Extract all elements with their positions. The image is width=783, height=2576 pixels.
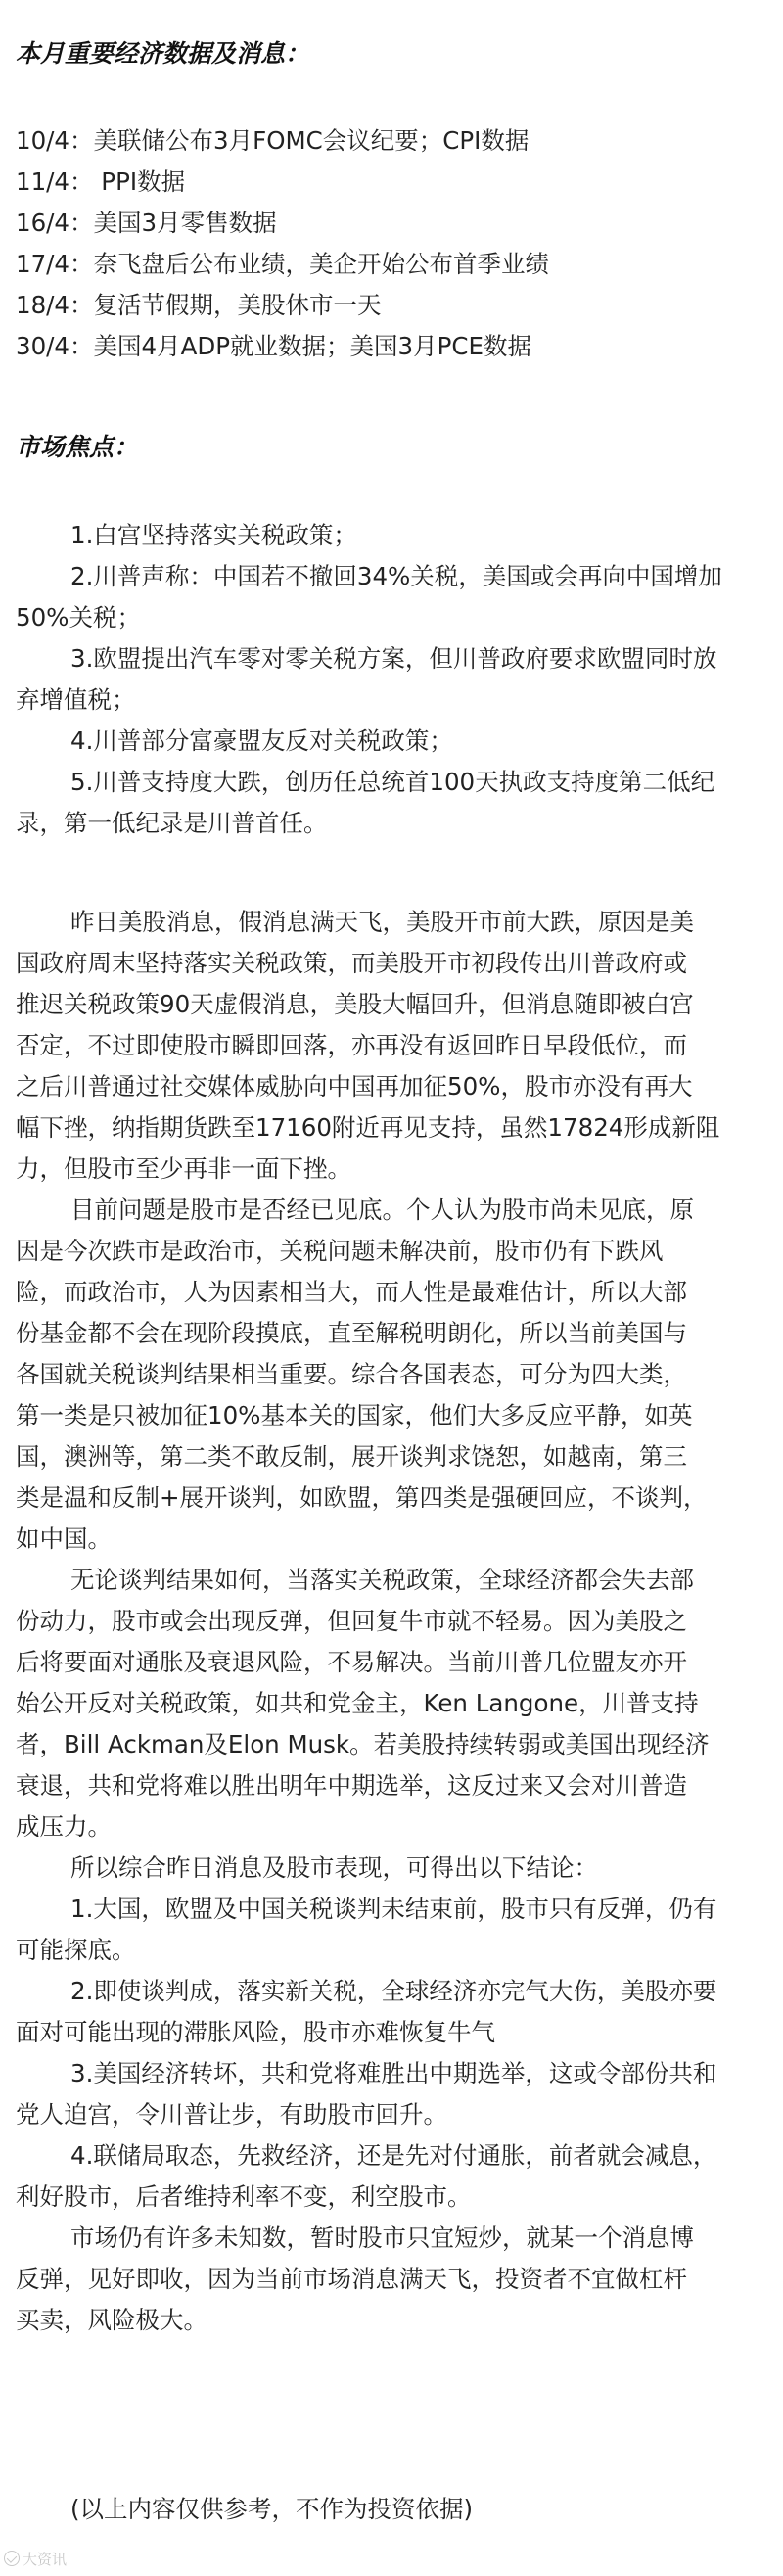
- check-circle-icon: [4, 2551, 20, 2566]
- disclaimer: (以上内容仅供参考，不作为投资依据): [70, 2495, 474, 2523]
- focus-line: 3.欧盟提出汽车零对零关税方案，但川普政府要求欧盟同时放: [70, 644, 717, 673]
- conclusion-line: 面对可能出现的滞胀风险，股市亦难恢复牛气: [16, 2018, 495, 2046]
- paragraph-line: 买卖，风险极大。: [16, 2306, 207, 2334]
- conclusion-line: 利好股市，后者维持利率不变，利空股市。: [16, 2182, 472, 2211]
- paragraph-line: 各国就关税谈判结果相当重要。综合各国表态，可分为四大类，: [16, 1360, 687, 1388]
- focus-line: 5.川普支持度大跌，创历任总统首100天执政支持度第二低纪: [70, 768, 715, 796]
- paragraph-line: 否定，不过即使股市瞬即回落，亦再没有返回昨日早段低位，而: [16, 1031, 687, 1059]
- conclusion-line: 2.即使谈判成，落实新关税，全球经济亦完气大伤，美股亦要: [70, 1977, 717, 2005]
- event-item: 30/4：美国4月ADP就业数据；美国3月PCE数据: [16, 332, 531, 360]
- paragraph-line: 第一类是只被加征10%基本关的国家，他们大多反应平静，如英: [16, 1401, 693, 1429]
- focus-line: 4.川普部分富豪盟友反对关税政策；: [70, 726, 453, 755]
- paragraph-line: 无论谈判结果如何，当落实关税政策，全球经济都会失去部: [70, 1566, 694, 1594]
- focus-line: 录，第一低纪录是川普首任。: [16, 809, 328, 837]
- paragraph-line: 国政府周末坚持落实关税政策，而美股开市初段传出川普政府或: [16, 949, 687, 977]
- paragraph-line: 如中国。: [16, 1524, 112, 1553]
- section-title-monthly-data: 本月重要经济数据及消息：: [16, 39, 310, 68]
- paragraph-line: 成压力。: [16, 1812, 112, 1841]
- paragraph-line: 反弹，见好即收，因为当前市场消息满天飞，投资者不宜做杠杆: [16, 2265, 687, 2293]
- paragraph-line: 幅下挫，纳指期货跌至17160附近再见支持，虽然17824形成新阻: [16, 1113, 720, 1142]
- paragraph-line: 目前问题是股市是否经已见底。个人认为股市尚未见底，原: [70, 1195, 694, 1224]
- event-item: 17/4：奈飞盘后公布业绩，美企开始公布首季业绩: [16, 250, 550, 278]
- focus-line: 1.白宫坚持落实关税政策；: [70, 521, 357, 549]
- conclusion-line: 党人迫宫，令川普让步，有助股市回升。: [16, 2100, 447, 2129]
- paragraph-line: 险，而政治市，人为因素相当大，而人性是最难估计，所以大部: [16, 1278, 687, 1306]
- conclusion-line: 4.联储局取态，先救经济，还是先对付通胀，前者就会减息，: [70, 2141, 717, 2170]
- event-item: 10/4：美联储公布3月FOMC会议纪要；CPI数据: [16, 126, 530, 155]
- paragraph-line: 后将要面对通胀及衰退风险，不易解决。当前川普几位盟友亦开: [16, 1648, 687, 1676]
- paragraph-line: 者，Bill Ackman及Elon Musk。若美股持续转弱或美国出现经济: [16, 1730, 710, 1758]
- event-item: 16/4：美国3月零售数据: [16, 209, 277, 237]
- paragraph-line: 昨日美股消息，假消息满天飞，美股开市前大跌，原因是美: [70, 908, 694, 936]
- paragraph-line: 因是今次跌市是政治市，关税问题未解决前，股市仍有下跌风: [16, 1237, 664, 1265]
- focus-line: 50%关税；: [16, 603, 141, 632]
- paragraph-line: 推迟关税政策90天虚假消息，美股大幅回升，但消息随即被白宫: [16, 990, 694, 1018]
- paragraph-line: 衰退，共和党将难以胜出明年中期选举，这反过来又会对川普造: [16, 1771, 687, 1800]
- paragraph-line: 份基金都不会在现阶段摸底，直至解税明朗化，所以当前美国与: [16, 1319, 687, 1347]
- paragraph-line: 国，澳洲等，第二类不敢反制，展开谈判求饶恕，如越南，第三: [16, 1442, 687, 1471]
- section-title-market-focus: 市场焦点：: [16, 433, 139, 461]
- event-item: 18/4：复活节假期，美股休市一天: [16, 291, 382, 319]
- event-item: 11/4： PPI数据: [16, 167, 186, 196]
- conclusion-line: 3.美国经济转坏，共和党将难胜出中期选举，这或令部份共和: [70, 2059, 717, 2087]
- conclusion-line: 1.大国，欧盟及中国关税谈判未结束前，股市只有反弹，仍有: [70, 1895, 717, 1923]
- paragraph-line: 类是温和反制+展开谈判，如欧盟，第四类是强硬回应，不谈判，: [16, 1483, 708, 1512]
- paragraph-line: 始公开反对关税政策，如共和党金主，Ken Langone，川普支持: [16, 1689, 699, 1717]
- paragraph-line: 市场仍有许多未知数，暂时股市只宜短炒，就某一个消息博: [70, 2224, 694, 2252]
- watermark-text: 大资讯: [23, 2551, 68, 2568]
- focus-line: 弃增值税；: [16, 685, 136, 714]
- paragraph-line: 份动力，股市或会出现反弹，但回复牛市就不轻易。因为美股之: [16, 1607, 687, 1635]
- paragraph-line: 之后川普通过社交媒体威胁向中国再加征50%，股市亦没有再大: [16, 1072, 693, 1101]
- focus-line: 2.川普声称：中国若不撤回34%关税，美国或会再向中国增加: [70, 562, 722, 590]
- paragraph-line: 力，但股市至少再非一面下挫。: [16, 1154, 351, 1183]
- paragraph-line: 所以综合昨日消息及股市表现，可得出以下结论：: [70, 1853, 598, 1882]
- conclusion-line: 可能探底。: [16, 1936, 136, 1964]
- watermark: [4, 2550, 67, 2569]
